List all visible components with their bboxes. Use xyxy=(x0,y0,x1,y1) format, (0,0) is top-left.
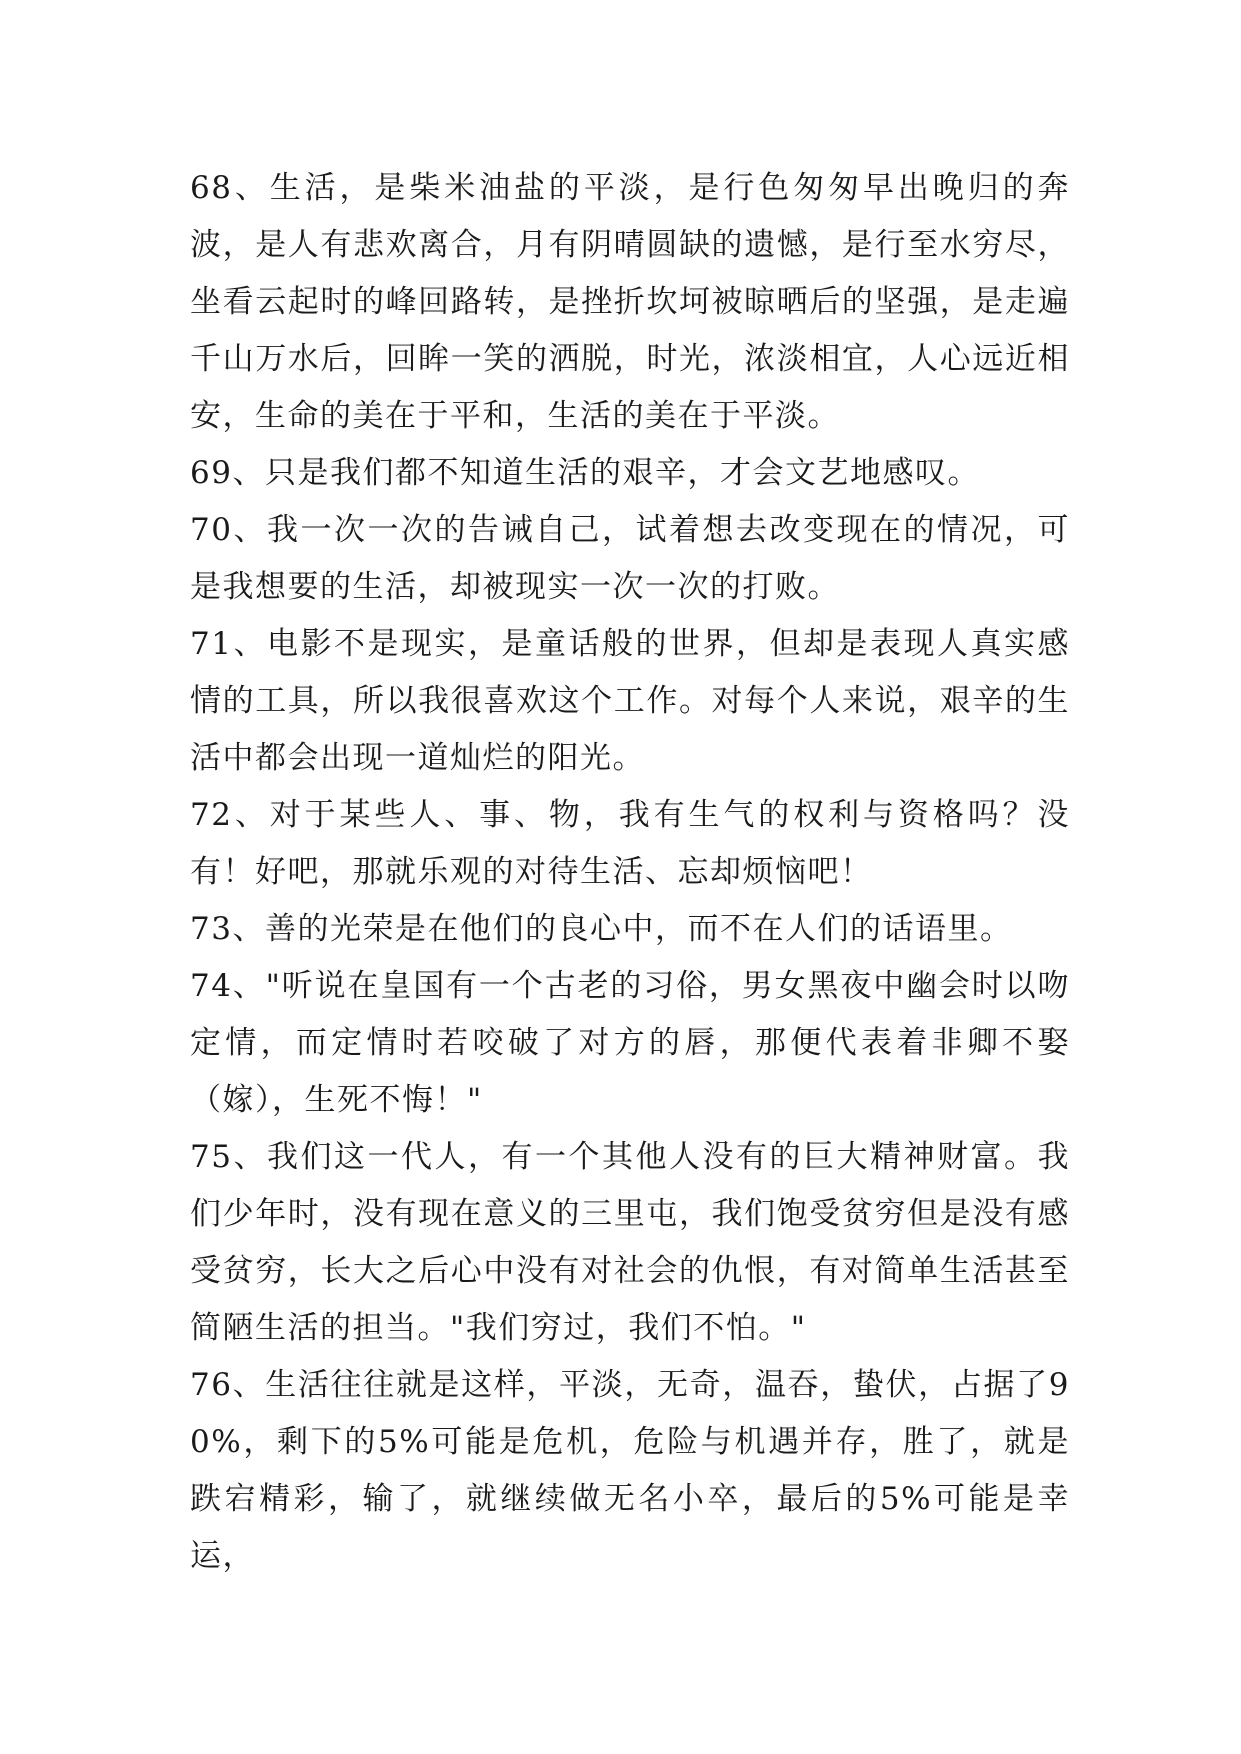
entry-73: 73、善的光荣是在他们的良心中，而不在人们的话语里。 xyxy=(190,911,1013,947)
entry-69: 69、只是我们都不知道生活的艰辛，才会文艺地感叹。 xyxy=(190,455,980,491)
entry-76: 76、生活往往就是这样，平淡，无奇，温吞，蛰伏，占据了90%，剩下的5%可能是危机，危险与机遇并存，胜了，就是跌宕精彩，输了，就继续做无名小卒，最后的5%可能是幸运， xyxy=(190,1367,1070,1574)
entry-71: 71、电影不是现实，是童话般的世界，但却是表现人真实感情的工具，所以我很喜欢这个工作。对每个人来说，艰辛的生活中都会出现一道灿烂的阳光。 xyxy=(190,626,1070,776)
entry-75: 75、我们这一代人，有一个其他人没有的巨大精神财富。我们少年时，没有现在意义的三里屯，我们饱受贫穷但是没有感受贫穷，长大之后心中没有对社会的仇恨，有对简单生活甚至简陋生活的担当。"我们穷过，我们不怕。" xyxy=(190,1139,1070,1346)
entry-72: 72、对于某些人、事、物，我有生气的权利与资格吗？没有！好吧，那就乐观的对待生活、忘却烦恼吧！ xyxy=(190,797,1070,890)
entry-70: 70、我一次一次的告诫自己，试着想去改变现在的情况，可是我想要的生活，却被现实一次一次的打败。 xyxy=(190,512,1070,605)
entry-74: 74、"听说在皇国有一个古老的习俗，男女黑夜中幽会时以吻定情，而定情时若咬破了对方的唇，那便代表着非卿不娶（嫁），生死不悔！" xyxy=(190,968,1070,1118)
document-page xyxy=(190,160,1070,1585)
entry-68: 68、生活，是柴米油盐的平淡，是行色匆匆早出晚归的奔波，是人有悲欢离合，月有阴晴圆缺的遗憾，是行至水穷尽，坐看云起时的峰回路转，是挫折坎坷被晾晒后的坚强，是走遍千山万水后，回眸一笑的洒脱，时光，浓淡相宜，人心远近相安，生命的美在于平和，生活的美在于平淡。 xyxy=(190,170,1070,434)
